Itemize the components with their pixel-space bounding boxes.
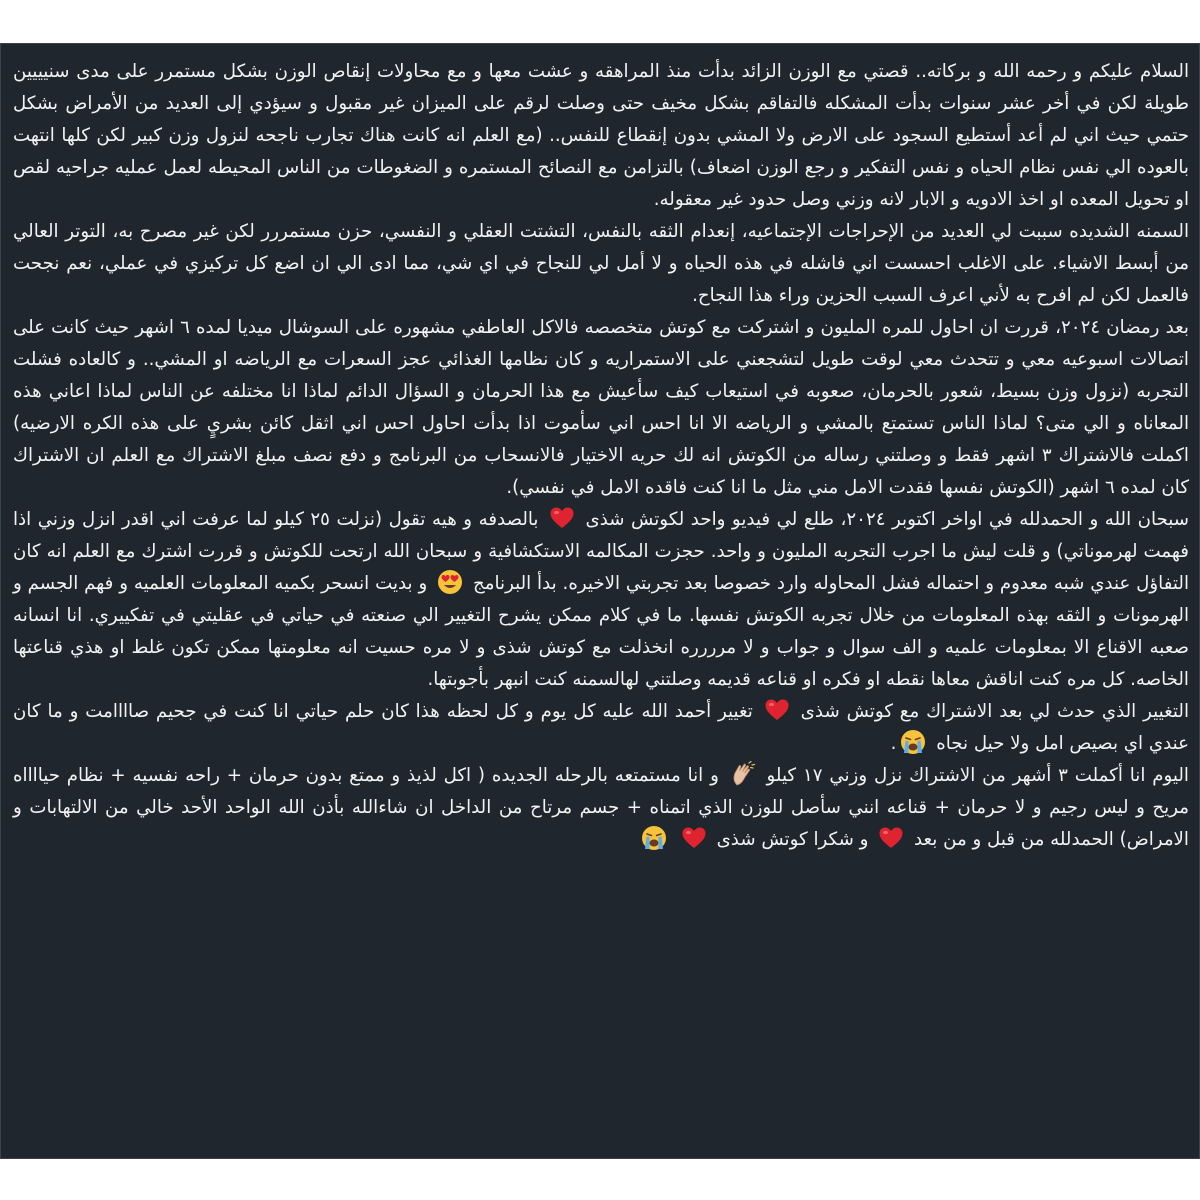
- paragraph-first-coach: بعد رمضان ٢٠٢٤، قررت ان احاول للمره المليون و اشتركت مع كوتش متخصصه فالاكل العاطفي مشهوره على السوشال ميديا لمده ٦ اشهر حيث كانت على اتصالات اسبوعيه معي و تتحدث معي لوقت طويل لتشجعني على الاستمراريه و كان نظامها الغذائي عجز السعرات مع الرياضه او المشي.. و كالعاده فشلت التجربه (نزول وزن بسيط، شعور بالحرمان، صعوبه في استيعاب كيف سأعيش مع هذا الحرمان و السؤال الدائم لماذا انا مختلفه عن الناس لماذا اعاني هذه المعاناه و الي متى؟ لماذا الناس تستمتع بالمشي و الرياضه الا انا احس اني سأموت اذا بدأت احاول احس اني اثقل كائن بشريٍ على هذه الكره الارضيه) اكملت فالاشتراك ٣ اشهر فقط و وصلتني رساله من الكوتش انه لك حريه الاختيار فالانسحاب من البرنامج و دفع نصف مبلغ الاشتراك مع العلم ان الاشتراك كان لمده ٦ اشهر (الكوتش نفسها فقدت الامل مني مثل ما انا كنت فاقده الامل في نفسي).: [13, 317, 1189, 498]
- clapping-hands-icon: [730, 761, 756, 787]
- post-frame: [0, 43, 1200, 1159]
- paragraph-obesity-effects: السمنه الشديده سببت لي العديد من الإحراجات الإجتماعيه، إنعدام الثقه بالنفس، التشتت العقلي و النفسي، حزن مستمررر لكن غير مصرح به، التوتر العالي من أبسط الاشياء. على الاغلب احسست اني فاشله في هذه الحياه و لا أمل لي للنجاح في اي شي، مما ادى الي ان اضع كل تركيزي في عملي، نعم نجحت فالعمل لكن لم افرح به لأني اعرف السبب الحزين وراء هذا النجاح.: [13, 221, 1189, 306]
- loudly-crying-emoji-icon: [900, 729, 926, 755]
- post-body: [13, 56, 1189, 856]
- red-heart-icon: [764, 698, 790, 722]
- paragraph-coach-shatha: سبحان الله و الحمدلله في اواخر اكتوبر ٢٠٢٤، طلع لي فيديو واحد لكوتش شذى بالصدفه و هيه تقول (نزلت ٢٥ كيلو لما عرفت اني اقدر انزل وزني اذا فهمت لهرموناتي) و قلت ليش ما اجرب التجربه المليون و واحد. حجزت المكالمه الاستكشافية و سبحان الله ارتحت للكوتش و قررت اشترك مع العلم انه كان التفاؤل عندي شبه معدوم و احتماله فشل المحاوله وارد خصوصا بعد تجربتي الاخيره. بدأ البرنامج و بديت انسحر بكميه المعلومات العلميه و فهم الجسم و الهرمونات و الثقه بهذه المعلومات من خلال تجربه الكوتش نفسها. ما في كلام ممكن يشرح التغيير الي صنعته في حياتي في عقليتي في تفكييري. انا انسانه صعبه الاقناع الا بمعلومات علميه و الف سوال و جواب و لا مرررره انخذلت مع كوتش شذى و لا مره حسيت انه معلومتها ممكن تكون غلط او هذي قناعتها الخاصه. كل مره كنت اناقش معاها نقطه او فكره او قناعه قديمه وصلتني لهالسمنه كنت انبهر بأجوبتها.: [13, 504, 1189, 696]
- loudly-crying-emoji-icon: [641, 825, 667, 851]
- red-heart-icon: [681, 826, 707, 850]
- paragraph-intro: السلام عليكم و رحمه الله و بركاته.. قصتي مع الوزن الزائد بدأت منذ المراهقه و عشت معها و مع محاولات إنقاص الوزن بشكل مستمرر على مدى سنيييين طويلة لكن في أخر عشر سنوات بدأت المشكله فالتفاقم بشكل مخيف حتى وصلت لرقم على الميزان غير مقبول و سيؤدي إلى العديد من الأمراض بشكل حتمي حيث اني لم أعد أستطيع السجود على الارض ولا المشي بدون إنقطاع للنفس.. (مع العلم انه كانت هناك تجارب ناجحه لنزول وزن كبير لكن كلها انتهت بالعوده الي نفس نظام الحياه و نفس التفكير و رجع الوزن اضعاف) بالتزامن مع النصائح المستمره و الضغوطات من الناس المحيطه لعمل عمليه جراحيه لقص او تحويل المعده او اخذ الادويه و الابار لانه وزني وصل حدود غير معقوله.: [13, 61, 1189, 210]
- paragraph-change: التغيير الذي حدث لي بعد الاشتراك مع كوتش شذى تغيير أحمد الله عليه كل يوم و كل لحظه هذا كان حلم حياتي انا كنت في جحيم صاااامت و ما كان عندي اي بصيص امل ولا حيل نجاه .: [13, 696, 1189, 760]
- red-heart-icon: [878, 826, 904, 850]
- red-heart-icon: [549, 506, 575, 530]
- heart-eyes-emoji-icon: [437, 569, 463, 595]
- paragraph-today: اليوم انا أكملت ٣ أشهر من الاشتراك نزل وزني ١٧ كيلو و انا مستمتعه بالرحله الجديده ( اكل لذيذ و ممتع بدون حرمان + راحه نفسيه + نظام حيااااه مريح و ليس رجيم و لا حرمان + قناعه انني سأصل للوزن الذي اتمناه + جسم مرتاح من الداخل ان شاءالله بأذن الله الواحد الأحد خالي من الالتهابات و الامراض) الحمدلله من قبل و من بعد و شكرا كوتش شذى: [13, 760, 1189, 856]
